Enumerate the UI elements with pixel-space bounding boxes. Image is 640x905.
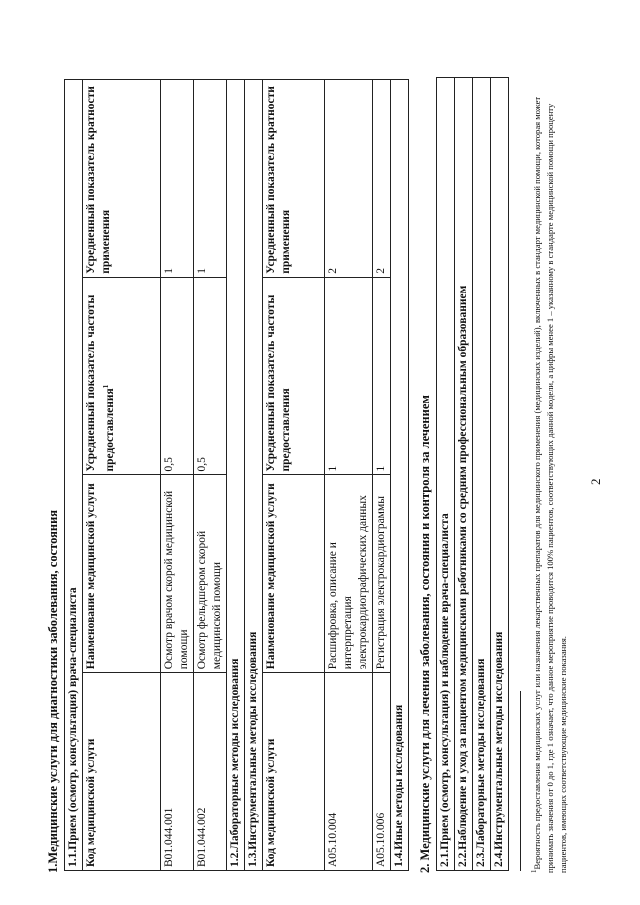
subsection-1-2: 1.2.Лабораторные методы исследования [227,80,245,871]
table-cell-code: B01.044.001 [161,673,194,871]
subsection-1-3: 1.3.Инструментальные методы исследования [245,80,263,871]
table-row [194,80,227,871]
subsection-2-4: 2.4.Инструментальные методы исследования [493,631,505,867]
table-cell-multiplicity: 2 [325,80,373,278]
table2-header-multiplicity: Усредненный показатель кратности применения [263,80,325,278]
table-cell-multiplicity: 1 [194,80,227,278]
table-cell-name: Осмотр врачом скорой медицинской помощи [161,475,194,673]
table-cell-multiplicity: 1 [161,80,194,278]
table-cell-frequency: 0,5 [194,277,227,475]
table-cell-name: Регистрация электрокардиограммы [373,475,391,673]
section2-list [436,77,509,871]
footnote: $^1$Вероятность предоставления медицинских услуг или назначения лекарственных препаратов для медицинского применения (медицинских изделий), включенных в стандарт медицинской помощи, которая может принимать значения от 0 до 1, где 1 означает, что данное мероприятие проводится 100% пациентов, соответствующих данной модели, а цифры менее 1 – указанному в стандарте медицинской помощи проценту пациентов, имеющих соответствующие медицинские показания. [530,96,568,873]
subsection-1-1: 1.1.Прием (осмотр, консультация) врача-специалиста [65,80,83,871]
subsection-2-2: 2.2.Наблюдение и уход за пациентом медицинскими работниками со средним профессиональным образованием [455,78,473,870]
table2-header-name: Наименование медицинской услуги [263,475,325,673]
table-cell-name: Осмотр фельдшером скорой медицинской помощи [194,475,227,673]
table1-header-name: Наименование медицинской услуги [83,475,161,673]
table-cell-multiplicity: 2 [373,80,391,278]
rotated-landscape-content [40,40,620,885]
table1-header-frequency: Усредненный показатель частоты предоставления$^1$ [83,277,161,475]
subsection-1-4: 1.4.Иные методы исследования [391,80,409,871]
table2-header-frequency: Усредненный показатель частоты предоставления [263,277,325,475]
table-cell-frequency: 0,5 [161,277,194,475]
table-cell-name: Расшифровка, описание и интерпретация электрокардиографических данных [325,475,373,673]
table-cell-frequency: 1 [325,277,373,475]
table1-header-multiplicity: Усредненный показатель кратности применения [83,80,161,278]
subsection-2-3: 2.3.Лабораторные методы исследования [473,78,491,870]
footnote-separator [520,691,521,871]
table-cell-code: A05.10.004 [325,673,373,871]
table-row [161,80,194,871]
subsection-2-1: 2.1.Прием (осмотр, консультация) и наблюдение врача-специалиста [437,78,455,870]
table2-header-code: Код медицинской услуги [263,673,325,871]
page-number: 2 [588,478,603,485]
section2-title: 2. Медицинские услуги для лечения заболевания, состояния и контроля за лечением [418,395,432,873]
table-cell-code: B01.044.002 [194,673,227,871]
table1-block [64,79,409,871]
table-cell-code: A05.10.006 [373,673,391,871]
table1-header-code: Код медицинской услуги [83,673,161,871]
section1-title: 1.Медицинские услуги для диагностики заболевания, состояния [46,509,60,873]
table-row [325,80,373,871]
table-cell-frequency: 1 [373,277,391,475]
table-row [373,80,391,871]
